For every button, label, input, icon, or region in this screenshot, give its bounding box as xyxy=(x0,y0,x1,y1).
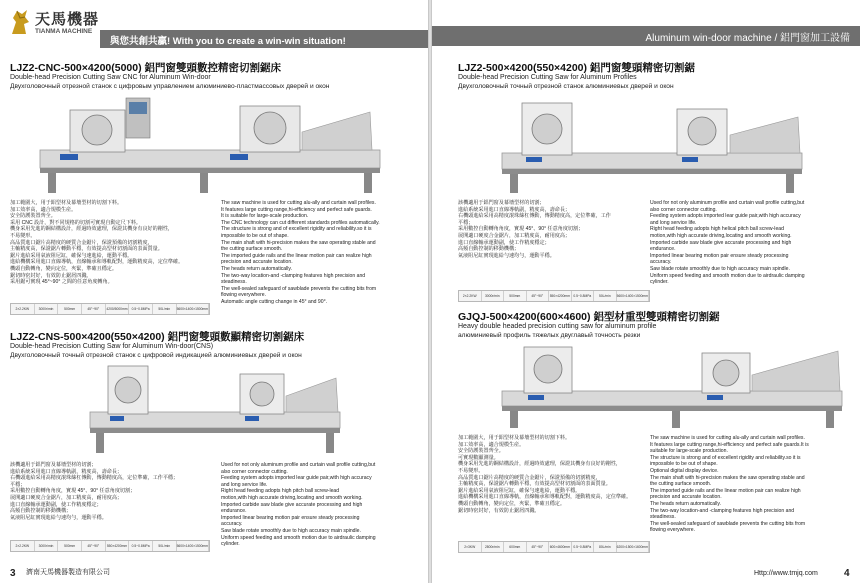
header-text: Aluminum win-door machine / 鋁門窗加工設備 xyxy=(645,33,850,44)
page-number-right: 4 xyxy=(844,568,850,579)
product-desc-cn: 加工範圍大，用于鋁型材及幕墻型材的切割下料。 加工效率高，適合規模生産。 安全防護裝置齊全。 可實現數顯測量。 機身采用先進的鋼結構設計，經過時效處理，保證其機身有良好的剛性， 不易變形。 高品質進口鋸片高精度的硬質合金鋸片，保證預備的切割精度， 主軸精度高，保證鋸片轉動平穩，有效提高型材切割面的表面質量。 鋸片進給采用氣液阻尼缸，確保勻速進給，運動平穩。 進給機構采用進口直線導軌，直線軸承和導軌配對，運動精度高，定位準確。 機頭自動轉角，變向定位，夾緊，準確且穩定。 鋸切時密封好，有效防止鋸屑四濺。 xyxy=(458,435,632,514)
product-desc-en: The saw machine is used for cutting alu-ally and curtain wall profiles. It features large cutting range,hi-efficiency and perfect safe guards. It is suitable for large-scale production. The CNC technology can cut different standards profiles automatically. The structure is strong and of excellent rigidity and reliability.so it is impossible to be out of shape. The main shaft with hi-precision makes the saw operating stable and the cutting surface smooth. The imported guide rails and the linear motion pair can realize high precision and accurate location. The heads return automatically. The two-way location-and -clamping features high precision and steadiness. The well-sealed safeguard of sawblade prevents the cutting bits from flowing everywhere. Automatic angle cutting change in 45° and 90°. xyxy=(221,200,380,305)
product-title-ljz2-cns: LJZ2-CNS-500×4200(550×4200) 鋁門窗雙頭數顯精密切割鋸床 xyxy=(10,331,305,343)
product-desc-cn: 加工範圍大，用于鋁型材及幕墻型材的切割下料。 加工效率高，適合規模生産。 安全防護裝置齊全。 采用 CNC 設計，對不同規格的切割可實現自動定尺下料。 機身采用先進的鋼結構設計，經過時效處理，保證其機身有良好的剛性， 不易變形。 高品質進口鋸片高精度的硬質合金鋸片，保證預備的切割精度， 主軸精度高，保證鋸片轉動平穩，有效提高型材切割面的表面質量。 鋸片進給采用氣液阻尼缸，確保勻速進給，運動平穩。 進給機構采用進口直線導軌，直線軸承和導軌配對，運動精度高，定位準確。 機頭自動轉角，變向定位，夾緊，準確且穩定。 鋸切時密封好，有效防止鋸屑四濺。 采用鋸可實現 45°~90° 之間的任意角度轉角。 xyxy=(10,200,184,286)
page-number-left: 3 xyxy=(10,568,16,579)
spec-strip: 2×3KW 2800r/min 600mm 45°~90° 600×4600mm 0.5~0.8MPa 80L/min 6200×1500×1600mm xyxy=(458,541,650,553)
header-band xyxy=(432,26,860,46)
product-desc-cn: 該機適用于鋁門窗及幕墻型材的切割； 進給系統采用進口直線導軌副，精度高，壽命長； 右機頭進給采用高精度滾珠絲杠傳動，傳動精度高，定位準確，工作 平穩； 采用數控自動轉角角度，實現 45°、90° 任意角度切割； 展開適口硬度合金鋸片，加工精度高，耐用度高； 進口直線軸承運動副，使工作精度穩定； 高頻自動控制的移動機構； 氣液阻尼缸實現進給勻速均勻，運動平穩。 xyxy=(458,200,611,259)
left-header xyxy=(0,0,428,48)
machine-image-gjqj xyxy=(502,345,842,430)
product-desc-en: The saw machine is used for cutting alu-ally and curtain wall profiles. It features large cutting range,hi-efficiency and perfect safe guards.It is suitable for large-scale production. The structure is strong and of excellent rigidity and reliability.so it is impossible to be out of shape. Optional digital display device. The main shaft with hi-precision makes the saw operating stable and the cutting surface smooth. The imported guide rails and the linear motion pair can realize high precision and accurate location. The heads return automatically. The two-way location-and -clamping features high precision and steadiness. The well-sealed safeguard of sawblade prevents the cutting bits from flowing everywhere. xyxy=(650,435,809,534)
product-desc-en: Used for not only aluminum profile and curtain wall profile cutting,but also corner connector cutting. Feeding system adopts imported lear guide pair,with high accuracy and long service life. Right head feeding adopts high pitch ball screw-lead motion,with high accurate driving,locating and smooth working. Imported carbide saw blade give accurate processing and high endurance. Imported linear bearing motion pair ensure steady processing accuracy. Saw blade rotate smoothly due to high accuracy main spindle. Uniform speed feeding and smooth motion due to airdraulic damping cylinder. xyxy=(221,462,376,548)
product-subtitle-en: Heavy double headed precision cutting saw for aluminum profile xyxy=(458,323,657,330)
spec-strip: 2×2.2KW 3000r/min 500mm 45°~90° 4200/5000mm 0.5~0.8MPa 50L/min 5600×1400×1500mm xyxy=(10,303,210,315)
machine-image-cns xyxy=(90,360,340,455)
product-subtitle-ru: Двухголовочный точный отрезной станок алюминиевых дверей и окон xyxy=(458,83,674,90)
slogan-band xyxy=(100,30,428,48)
company-name-footer: 濟南天馬機器製造有限公司 xyxy=(26,569,110,576)
company-logo[interactable] xyxy=(8,6,100,46)
product-title-gjqj: GJQJ-500×4200(600×4600) 鋁型材重型雙頭精密切割鋸 xyxy=(458,311,720,323)
machine-image-ljz2 xyxy=(502,95,802,195)
product-desc-en: Used for not only aluminum profile and curtain wall profile cutting,but also corner connector cutting. Feeding system adopts imported lear guide pair,with high accuracy and long service life. Right head feeding adopts high helical pitch ball screw-lead motion,with high accurate driving,locating and smooth working. Imported carbide saw blade give accurate processing and high endurance. Imported linear bearing motion pair ensure steady processing accuracy. Saw blade rotate smoothly due to high accuracy main spindle. Uniform speed feeding and smooth motion due to airdraulic damping cylinder. xyxy=(650,200,805,286)
right-header xyxy=(432,0,860,48)
logo-text-cn: 天馬機器 xyxy=(35,10,100,28)
product-subtitle-ru: Двухголовочный отрезной станок с цифровым управлением алюминиево-пластмассовых дверей и окон xyxy=(10,83,330,90)
product-title-ljz2: LJZ2-500×4200(550×4200) 鋁門窗雙頭精密切割鋸 xyxy=(458,62,695,74)
product-subtitle-en: Double-head Precision Cutting Saw for Aluminum Win-door(CNS) xyxy=(10,343,214,350)
spec-strip: 2×2.2KW 3000r/min 500mm 45°~90° 550×4200mm 0.5~0.8MPa 50L/min 5600×1400×1500mm xyxy=(10,540,210,552)
right-page xyxy=(432,0,860,583)
logo-text-en: TIANMA MACHINE xyxy=(35,28,93,35)
left-page xyxy=(0,0,428,583)
product-subtitle-en: Double-head Precision Cutting Saw for Aluminum Profiles xyxy=(458,74,637,81)
product-subtitle-ru: Двухголовочный точный отрезной станок с цифровой индикацией алюминиевых дверей и окон xyxy=(10,352,302,359)
horse-logo-icon xyxy=(8,8,32,36)
product-title-ljz2-cnc: LJZ2-CNC-500×4200(5000) 鋁門窗雙頭數控精密切割鋸床 xyxy=(10,62,282,74)
website-url[interactable]: Http://www.tmjq.com xyxy=(754,570,818,577)
product-subtitle-ru: алюминиевый профиль тяжелых двуглавый точность резки xyxy=(458,332,641,339)
slogan-text: 與您共創共贏! With you to create a win-win situation! xyxy=(110,36,346,47)
product-subtitle-en: Double-head Precision Cutting Saw CNC for Aluminum Win-door xyxy=(10,74,211,81)
product-desc-cn: 該機適用于鋁門窗及幕墻型材的切割； 進給系統采用進口直線導軌副，精度高，壽命長； 右機頭進給采用高精度滾珠絲杠傳動，傳動精度高，定位準確，工作平穩； 平穩； 采用數控自動轉角角度，實現 45°、90° 任意角度切割； 展開適口硬度合金鋸片，加工精度高，耐用度高； 進口直線軸承運動副，使工作精度穩定； 高頻自動控制的移動機構； 氣液阻尼缸實現進給勻速均勻，運動平穩。 xyxy=(10,462,179,521)
spec-strip: 2×2.2KW 3000r/min 500mm 45°~90° 550×4200mm 0.5~0.8MPa 50L/min 5600×1400×1500mm xyxy=(458,290,650,302)
machine-image-cnc xyxy=(40,92,380,197)
